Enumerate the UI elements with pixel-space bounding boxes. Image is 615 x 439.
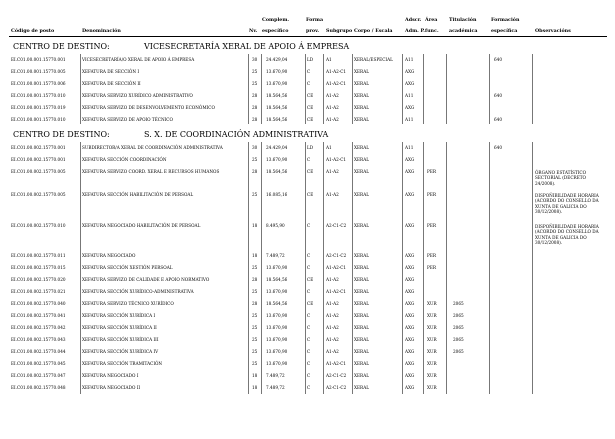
cell-name: XEFATURA SERVIZO TÉCNICO XURÍDICO — [82, 301, 174, 306]
column-divider — [261, 54, 262, 124]
cell-corpo: XERAL — [354, 192, 369, 197]
cell-area: XUR — [427, 385, 437, 390]
cell-adm: AXG — [405, 192, 415, 197]
cell-name: XEFATURA NEGOCIADO HABILITACIÓN DE PERSOAL — [82, 223, 201, 228]
cell-corpo: XERAL — [354, 69, 369, 74]
cell-name: XEFATURA NEGOCIADO I — [82, 373, 139, 378]
header-complem-2: específico — [262, 28, 289, 34]
cell-fp: CE — [307, 105, 314, 110]
cell-nv: 28 — [252, 117, 258, 122]
cell-code: EI.C01.00.002.15770.041 — [11, 313, 66, 318]
cell-area: XUR — [427, 373, 437, 378]
column-divider — [402, 54, 403, 124]
cell-sg: A1-A2 — [326, 313, 339, 318]
cell-nv: 28 — [252, 169, 258, 174]
cell-corpo: XERAL — [354, 385, 369, 390]
cell-code: EI.C01.00.002.15770.048 — [11, 385, 66, 390]
cell-sg: A1-A2 — [326, 325, 339, 330]
cell-nv: 28 — [252, 105, 258, 110]
header-adscr-2: Adm. P. — [405, 28, 425, 34]
cell-tit: 2065 — [453, 301, 464, 306]
cell-corpo: XERAL — [354, 93, 369, 98]
cell-sg: A1-A2 — [326, 349, 339, 354]
cell-tit: 2065 — [453, 337, 464, 342]
header-area-1: Área — [425, 17, 438, 23]
cell-name: XEFATURA SECCIÓN XURÍDICA IV — [82, 349, 159, 354]
cell-area: XUR — [427, 301, 437, 306]
cell-fp: C — [307, 349, 311, 354]
cell-nv: 30 — [252, 57, 258, 62]
cell-obs: DISPOÑIBILIDADE HORARIA (ACORDO DO CONSELLO DA XUNTA DE GALICIA DO 30/12/2008). — [535, 193, 599, 214]
cell-ce: 18.564,56 — [266, 301, 288, 306]
cell-adm: A11 — [405, 145, 414, 150]
cell-ce: 7.489,72 — [266, 385, 285, 390]
cell-fp: C — [307, 313, 311, 318]
section-title: VICESECRETARÍA XERAL DE APOIO Á EMPRESA — [144, 42, 350, 51]
cell-nv: 25 — [252, 289, 258, 294]
cell-code: EI.C01.00.002.15770.047 — [11, 373, 66, 378]
column-divider — [532, 54, 533, 124]
cell-fp: CE — [307, 117, 314, 122]
cell-code: EI.C01.00.002.15770.043 — [11, 337, 66, 342]
cell-ce: 13.670,90 — [266, 157, 288, 162]
cell-corpo: XERAL — [354, 265, 369, 270]
header-titulacion-2: académica — [449, 28, 478, 34]
header-area-2: func. — [425, 28, 439, 34]
cell-corpo: XERAL — [354, 169, 369, 174]
cell-adm: AXG — [405, 337, 415, 342]
cell-name: XEFATURA NEGOCIADO II — [82, 385, 141, 390]
cell-code: EI.C01.00.002.15770.020 — [11, 277, 66, 282]
cell-nv: 25 — [252, 81, 258, 86]
cell-corpo: XERAL — [354, 349, 369, 354]
cell-corpo: XERAL — [354, 157, 369, 162]
cell-ce: 13.670,90 — [266, 325, 288, 330]
cell-ce: 18.564,56 — [266, 117, 288, 122]
cell-adm: AXG — [405, 277, 415, 282]
cell-adm: AXG — [405, 385, 415, 390]
cell-ce: 13.670,90 — [266, 361, 288, 366]
cell-ce: 7.489,72 — [266, 373, 285, 378]
header-rule — [9, 36, 607, 37]
cell-ce: 13.670,90 — [266, 337, 288, 342]
cell-code: EI.C01.00.001.15770.005 — [11, 69, 66, 74]
header-denominacion: Denominación — [82, 28, 121, 34]
column-divider — [489, 142, 490, 394]
cell-fp: C — [307, 223, 311, 228]
cell-adm: A11 — [405, 117, 414, 122]
cell-fp: C — [307, 69, 311, 74]
column-divider — [423, 142, 424, 394]
cell-fp: C — [307, 157, 311, 162]
cell-nv: 25 — [252, 349, 258, 354]
cell-sg: A1-A2 — [326, 277, 339, 282]
cell-name: SUBDIRECTOR/A XERAL DE COORDINACIÓN ADMINISTRATIVA — [82, 145, 223, 150]
cell-area: XUR — [427, 337, 437, 342]
cell-area: PER — [427, 253, 437, 258]
cell-area: PER — [427, 265, 437, 270]
cell-fp: LD — [307, 57, 314, 62]
header-nivel: Nv. — [249, 28, 258, 34]
cell-fp: C — [307, 373, 311, 378]
cell-ce: 24.429,04 — [266, 145, 288, 150]
cell-sg: A2-C1-C2 — [326, 223, 347, 228]
cell-nv: 28 — [252, 301, 258, 306]
column-divider — [80, 142, 81, 394]
cell-nv: 28 — [252, 277, 258, 282]
cell-code: EI.C01.00.002.15770.011 — [11, 253, 66, 258]
cell-adm: AXG — [405, 81, 415, 86]
column-divider — [352, 54, 353, 124]
cell-code: EI.C01.00.002.15770.005 — [11, 169, 66, 174]
cell-corpo: XERAL — [354, 277, 369, 282]
cell-adm: AXG — [405, 265, 415, 270]
column-divider — [261, 142, 262, 394]
cell-nv: 18 — [252, 373, 258, 378]
section-label: CENTRO DE DESTINO: — [13, 130, 110, 139]
cell-sg: A1-A2 — [326, 117, 339, 122]
cell-form: 640 — [494, 117, 502, 122]
header-complem-1: Complem. — [262, 17, 290, 23]
cell-sg: A1-A2 — [326, 192, 339, 197]
column-divider — [323, 54, 324, 124]
column-divider — [323, 142, 324, 394]
column-divider — [248, 142, 249, 394]
header-formacion-2: específica — [491, 28, 518, 34]
cell-nv: 18 — [252, 253, 258, 258]
cell-area: XUR — [427, 313, 437, 318]
cell-ce: 8.495,90 — [266, 223, 285, 228]
cell-name: XEFATURA SECCIÓN XURÍDICO-ADMINISTRATIVA — [82, 289, 194, 294]
cell-sg: A1-A2-C1 — [326, 361, 347, 366]
cell-form: 640 — [494, 145, 502, 150]
cell-code: EI.C01.00.002.15770.001 — [11, 145, 66, 150]
cell-tit: 2065 — [453, 325, 464, 330]
column-divider — [446, 142, 447, 394]
cell-adm: AXG — [405, 373, 415, 378]
cell-code: EI.C01.00.002.15770.021 — [11, 289, 66, 294]
cell-adm: AXG — [405, 349, 415, 354]
cell-name: VICESECRETARÍA/O XERAL DE APOIO Á EMPRESA — [82, 57, 195, 62]
cell-ce: 13.670,90 — [266, 313, 288, 318]
cell-code: EI.C01.00.001.15770.006 — [11, 81, 66, 86]
cell-tit: 2065 — [453, 313, 464, 318]
cell-corpo: XERAL — [354, 253, 369, 258]
cell-adm: A11 — [405, 57, 414, 62]
cell-ce: 13.670,90 — [266, 69, 288, 74]
cell-name: XEFATURA SECCIÓN XESTIÓN PERSOAL — [82, 265, 173, 270]
column-divider — [446, 54, 447, 124]
cell-sg: A1-A2 — [326, 301, 339, 306]
cell-form: 640 — [494, 93, 502, 98]
section-label: CENTRO DE DESTINO: — [13, 42, 110, 51]
cell-sg: A1-A2 — [326, 337, 339, 342]
cell-name: XEFATURA SECCIÓN HABILITACIÓN DE PERSOAL — [82, 192, 194, 197]
cell-sg: A2-C1-C2 — [326, 373, 347, 378]
cell-code: EI.C01.00.002.15770.010 — [11, 223, 66, 228]
cell-area: XUR — [427, 349, 437, 354]
cell-sg: A1-A2-C1 — [326, 265, 347, 270]
cell-ce: 7.489,72 — [266, 253, 285, 258]
column-divider — [489, 54, 490, 124]
cell-fp: C — [307, 385, 311, 390]
header-codigo: Código de posto — [11, 28, 55, 34]
header-corpo: Corpo / Escala — [354, 28, 393, 34]
column-divider — [248, 54, 249, 124]
cell-sg: A2-C1-C2 — [326, 253, 347, 258]
cell-adm: AXG — [405, 253, 415, 258]
cell-corpo: XERAL — [354, 105, 369, 110]
cell-fp: C — [307, 325, 311, 330]
cell-fp: CE — [307, 301, 314, 306]
cell-fp: CE — [307, 277, 314, 282]
cell-name: XEFATURA DE SECCIÓN II — [82, 81, 141, 86]
cell-corpo: XERAL — [354, 361, 369, 366]
cell-code: EI.C01.00.001.15770.019 — [11, 105, 66, 110]
cell-adm: A11 — [405, 93, 414, 98]
cell-fp: CE — [307, 169, 314, 174]
column-divider — [402, 142, 403, 394]
cell-code: EI.C01.00.001.15770.001 — [11, 57, 66, 62]
header-formacion-1: Formación — [491, 17, 520, 23]
cell-name: XEFATURA SERVIZO DE CALIDADE E APOIO NORMATIVO — [82, 277, 210, 282]
cell-adm: AXG — [405, 105, 415, 110]
header-titulacion-1: Titulación — [449, 17, 477, 23]
cell-adm: AXG — [405, 361, 415, 366]
cell-obs: ÓRGANO ESTATÍSTICO SECTORIAL (DECRETO 24/2008). — [535, 170, 587, 186]
cell-adm: AXG — [405, 289, 415, 294]
cell-corpo: XERAL — [354, 301, 369, 306]
cell-fp: C — [307, 265, 311, 270]
cell-code: EI.C01.00.002.15770.040 — [11, 301, 66, 306]
cell-corpo: XERAL — [354, 337, 369, 342]
cell-adm: AXG — [405, 69, 415, 74]
cell-nv: 25 — [252, 361, 258, 366]
cell-adm: AXG — [405, 313, 415, 318]
cell-fp: C — [307, 253, 311, 258]
cell-corpo: XERAL — [354, 81, 369, 86]
cell-code: EI.C01.00.002.15770.042 — [11, 325, 66, 330]
cell-corpo: XERAL — [354, 223, 369, 228]
cell-sg: A2-C1-C2 — [326, 385, 347, 390]
cell-corpo: XERAL — [354, 325, 369, 330]
cell-fp: CE — [307, 192, 314, 197]
cell-corpo: XERAL — [354, 117, 369, 122]
cell-code: EI.C01.00.002.15770.015 — [11, 265, 66, 270]
column-divider — [423, 54, 424, 124]
cell-nv: 30 — [252, 145, 258, 150]
cell-sg: A1 — [326, 145, 332, 150]
header-forma-1: Forma — [306, 17, 324, 23]
cell-name: XEFATURA SERVIZO COORD. XERAL E RECURSOS HUMANOS — [82, 169, 220, 174]
cell-form: 640 — [494, 57, 502, 62]
cell-code: EI.C01.00.002.15770.001 — [11, 157, 66, 162]
cell-tit: 2065 — [453, 349, 464, 354]
cell-corpo: XERAL — [354, 313, 369, 318]
cell-nv: 25 — [252, 265, 258, 270]
cell-fp: CE — [307, 93, 314, 98]
cell-obs: DISPOÑIBILIDADE HORARIA (ACORDO DO CONSELLO DA XUNTA DE GALICIA DO 30/12/2008). — [535, 224, 599, 245]
cell-nv: 25 — [252, 157, 258, 162]
cell-area: XUR — [427, 325, 437, 330]
column-divider — [305, 142, 306, 394]
cell-nv: 25 — [252, 69, 258, 74]
cell-area: XUR — [427, 361, 437, 366]
cell-sg: A1-A2 — [326, 169, 339, 174]
cell-ce: 13.670,90 — [266, 289, 288, 294]
cell-name: XEFATURA SECCIÓN XURÍDICA I — [82, 313, 156, 318]
cell-adm: AXG — [405, 301, 415, 306]
header-subgrupo: Subgrupo — [326, 28, 353, 34]
cell-ce: 18.564,56 — [266, 93, 288, 98]
column-divider — [532, 142, 533, 394]
header-observacions: Observacións — [535, 28, 571, 34]
cell-ce: 18.564,56 — [266, 169, 288, 174]
cell-name: XEFATURA SECCIÓN XURÍDICA III — [82, 337, 159, 342]
cell-fp: LD — [307, 145, 314, 150]
cell-name: XEFATURA SERVIZO DE DESENVOLVEMENTO ECONÓMICO — [82, 105, 215, 110]
cell-code: EI.C01.00.002.15770.045 — [11, 361, 66, 366]
cell-name: XEFATURA SERVIZO XURÍDICO ADMINISTRATIVO — [82, 93, 193, 98]
cell-nv: 18 — [252, 223, 258, 228]
cell-nv: 18 — [252, 385, 258, 390]
cell-name: XEFATURA SECCIÓN COORDINACIÓN — [82, 157, 167, 162]
cell-adm: AXG — [405, 223, 415, 228]
cell-area: PER — [427, 223, 437, 228]
cell-sg: A1-A2-C1 — [326, 81, 347, 86]
cell-code: EI.C01.00.001.15770.010 — [11, 93, 66, 98]
cell-adm: AXG — [405, 325, 415, 330]
cell-area: PER — [427, 192, 437, 197]
header-adscr-1: Adscr. — [405, 17, 422, 23]
cell-ce: 18.564,56 — [266, 277, 288, 282]
cell-ce: 13.670,90 — [266, 81, 288, 86]
cell-corpo: XERAL/ESPECIAL — [354, 57, 393, 62]
cell-fp: C — [307, 289, 311, 294]
cell-fp: C — [307, 361, 311, 366]
cell-ce: 13.670,90 — [266, 265, 288, 270]
cell-ce: 16.085,16 — [266, 192, 288, 197]
column-divider — [305, 54, 306, 124]
cell-nv: 28 — [252, 93, 258, 98]
cell-ce: 13.670,90 — [266, 349, 288, 354]
section-title: S. X. DE COORDINACIÓN ADMINISTRATIVA — [144, 130, 329, 139]
cell-sg: A1-A2-C1 — [326, 289, 347, 294]
cell-area: PER — [427, 169, 437, 174]
cell-adm: AXG — [405, 157, 415, 162]
cell-sg: A1-A2-C1 — [326, 69, 347, 74]
cell-sg: A1-A2 — [326, 93, 339, 98]
cell-name: XEFATURA NEGOCIADO — [82, 253, 136, 258]
cell-adm: AXG — [405, 169, 415, 174]
header-forma-2: prov. — [306, 28, 320, 34]
cell-ce: 18.564,56 — [266, 105, 288, 110]
cell-sg: A1-A2 — [326, 105, 339, 110]
cell-sg: A1 — [326, 57, 332, 62]
cell-ce: 24.429,04 — [266, 57, 288, 62]
cell-corpo: XERAL — [354, 373, 369, 378]
cell-fp: C — [307, 337, 311, 342]
column-divider — [352, 142, 353, 394]
cell-name: XEFATURA SECCIÓN XURÍDICA II — [82, 325, 157, 330]
column-divider — [80, 54, 81, 124]
cell-code: EI.C01.00.002.15770.005 — [11, 192, 66, 197]
cell-nv: 25 — [252, 192, 258, 197]
cell-name: XEFATURA SERVIZO DE APOIO TÉCNICO — [82, 117, 173, 122]
cell-name: XEFATURA SECCIÓN TRAMITACIÓN — [82, 361, 163, 366]
cell-code: EI.C01.00.001.15770.010 — [11, 117, 66, 122]
cell-corpo: XERAL — [354, 289, 369, 294]
cell-nv: 25 — [252, 325, 258, 330]
cell-name: XEFATURA DE SECCIÓN I — [82, 69, 140, 74]
cell-nv: 25 — [252, 313, 258, 318]
cell-nv: 25 — [252, 337, 258, 342]
cell-sg: A1-A2-C1 — [326, 157, 347, 162]
cell-corpo: XERAL — [354, 145, 369, 150]
cell-fp: C — [307, 81, 311, 86]
cell-code: EI.C01.00.002.15770.044 — [11, 349, 66, 354]
